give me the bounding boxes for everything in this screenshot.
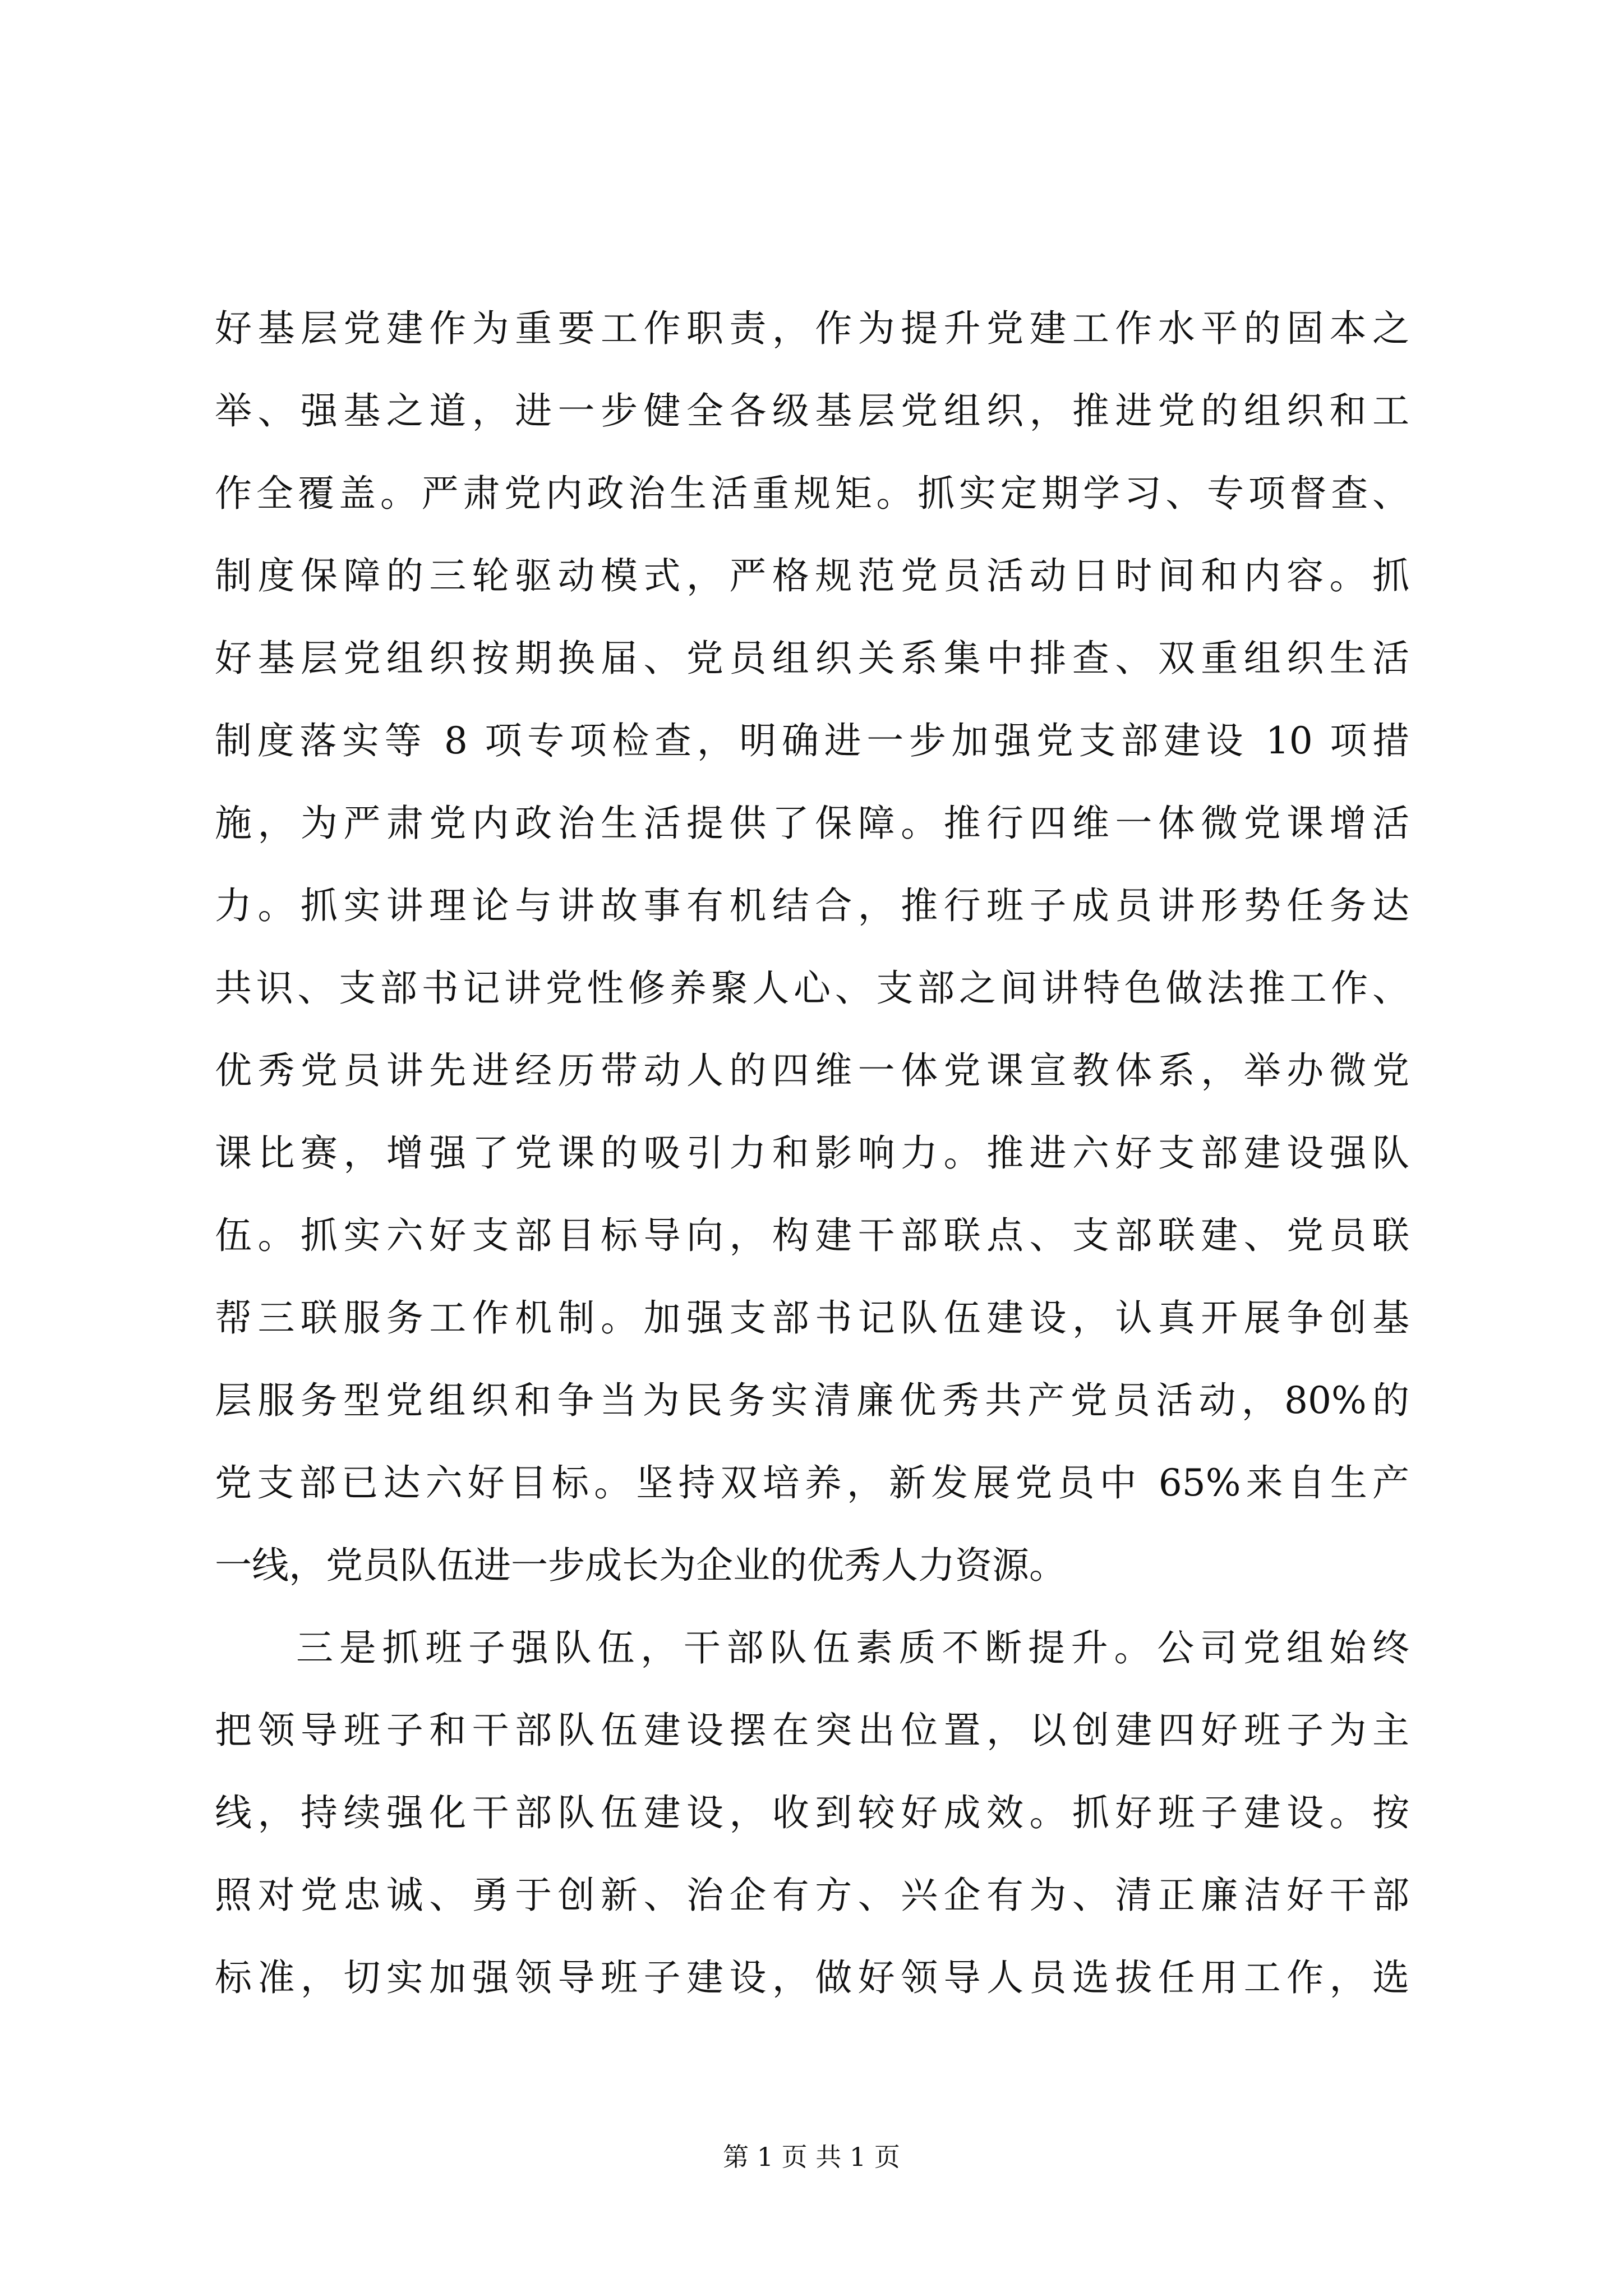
text-line-10: 优秀党员讲先进经历带动人的四维一体党课宣教体系，举办微党 (215, 1049, 1409, 1092)
text-line-2: 举、强基之道，进一步健全各级基层党组织，推进党的组织和工 (215, 389, 1409, 432)
text-line-7: 施，为严肃党内政治生活提供了保障。推行四维一体微党课增活 (215, 802, 1409, 845)
text-line-18: 把领导班子和干部队伍建设摆在突出位置，以创建四好班子为主 (215, 1709, 1409, 1752)
text-line-1: 好基层党建作为重要工作职责，作为提升党建工作水平的固本之 (215, 307, 1409, 350)
text-line-21: 标准，切实加强领导班子建设，做好领导人员选拔任用工作，选 (215, 1956, 1409, 1999)
text-line-15: 党支部已达六好目标。坚持双培养，新发展党员中 65%来自生产 (215, 1461, 1409, 1504)
text-line-14: 层服务型党组织和争当为民务实清廉优秀共产党员活动，80%的 (215, 1379, 1409, 1422)
text-line-20: 照对党忠诚、勇于创新、治企有方、兴企有为、清正廉洁好干部 (215, 1874, 1409, 1917)
text-line-4: 制度保障的三轮驱动模式，严格规范党员活动日时间和内容。抓 (215, 554, 1409, 597)
text-line-8: 力。抓实讲理论与讲故事有机结合，推行班子成员讲形势任务达 (215, 884, 1409, 927)
page-number-label: 第 1 页 共 1 页 (723, 2142, 900, 2172)
text-line-16: 一线，党员队伍进一步成长为企业的优秀人力资源。 (215, 1544, 1066, 1587)
page-footer (0, 2140, 1623, 2174)
text-line-13: 帮三联服务工作机制。加强支部书记队伍建设，认真开展争创基 (215, 1296, 1409, 1340)
text-line-6: 制度落实等 8 项专项检查，明确进一步加强党支部建设 10 项措 (215, 719, 1409, 762)
body-text (215, 287, 1409, 2019)
text-line-12: 伍。抓实六好支部目标导向，构建干部联点、支部联建、党员联 (215, 1214, 1409, 1257)
text-line-5: 好基层党组织按期换届、党员组织关系集中排查、双重组织生活 (215, 637, 1409, 680)
text-line-9: 共识、支部书记讲党性修养聚人心、支部之间讲特色做法推工作、 (215, 967, 1409, 1010)
text-line-17: 三是抓班子强队伍，干部队伍素质不断提升。公司党组始终 (296, 1626, 1409, 1669)
text-line-19: 线，持续强化干部队伍建设，收到较好成效。抓好班子建设。按 (215, 1791, 1409, 1834)
text-line-3: 作全覆盖。严肃党内政治生活重规矩。抓实定期学习、专项督查、 (215, 472, 1409, 515)
text-line-11: 课比赛，增强了党课的吸引力和影响力。推进六好支部建设强队 (215, 1131, 1409, 1175)
